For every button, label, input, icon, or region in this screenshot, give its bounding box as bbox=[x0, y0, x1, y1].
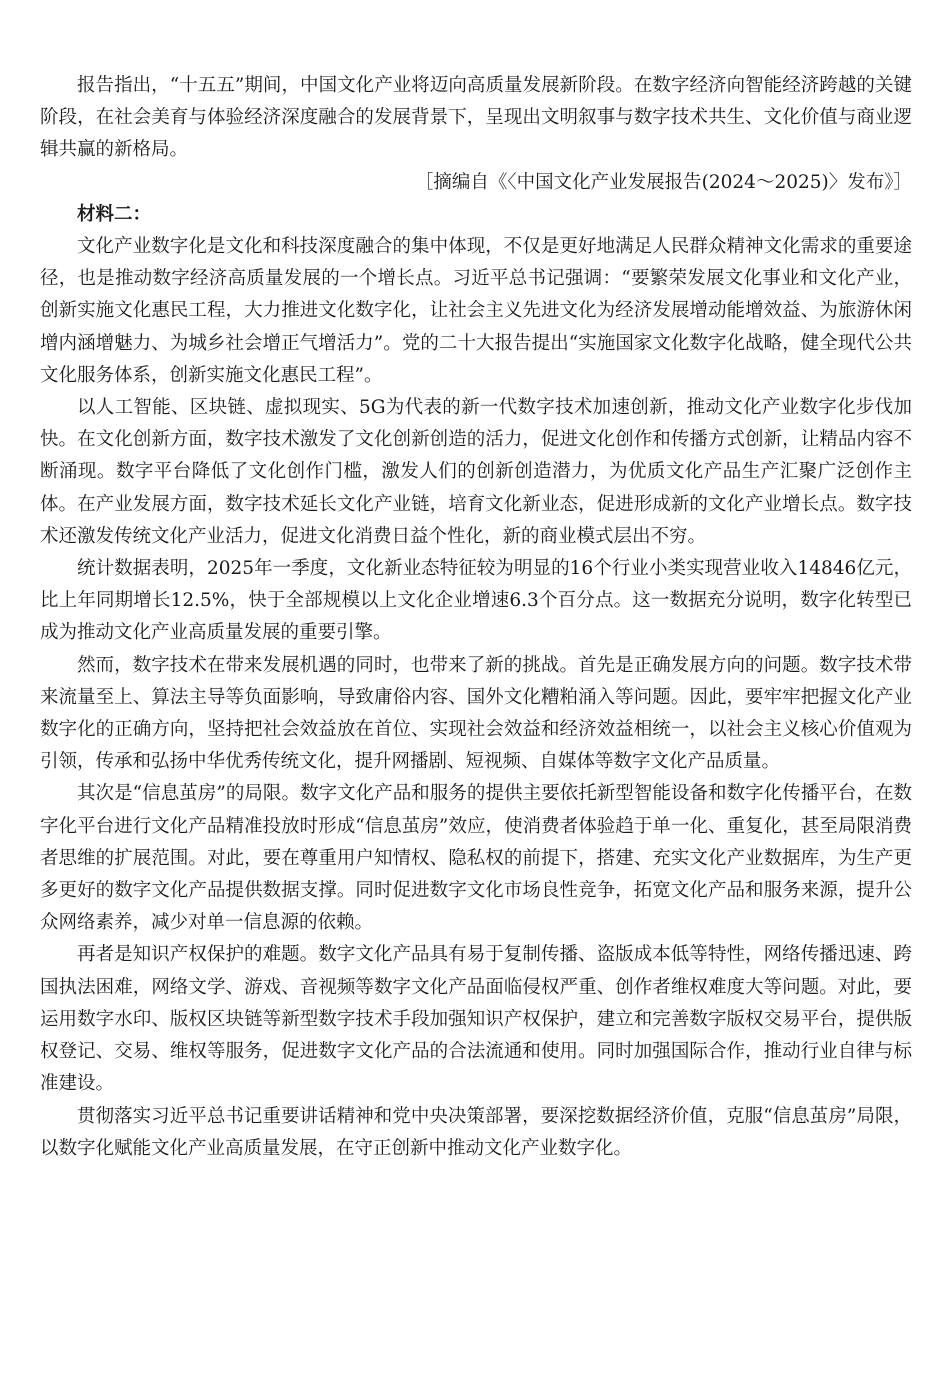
material-2-heading: 材料二： bbox=[77, 203, 152, 225]
material-2-paragraph-5: 其次是“信息茧房”的局限。数字文化产品和服务的提供主要依托新型智能设备和数字化传播平台，在数字化平台进行文化产品精准投放时形成“信息茧房”效应，使消费者体验趋于单一化、重复化，甚至局限消费者思维的扩展范围。对此，要在尊重用户知情权、隐私权的前提下，搭建、充实文化产业数据库，为生产更多更好的数字文化产品提供数据支撑。同时促进数字文化市场良性竞争，拓宽文化产品和服务来源，提升公众网络素养，减少对单一信息源的依赖。 bbox=[40, 783, 912, 934]
material-2-paragraph-1: 文化产业数字化是文化和科技深度融合的集中体现，不仅是更好地满足人民群众精神文化需求的重要途径，也是推动数字经济高质量发展的一个增长点。习近平总书记强调：“要繁荣发展文化事业和文化产业，创新实施文化惠民工程，大力推进文化数字化，让社会主义先进文化为经济发展增动能增效益、为旅游休闲增内涵增魅力、为城乡社会增正气增活力”。党的二十大报告提出“实施国家文化数字化战略，健全现代公共文化服务体系，创新实施文化惠民工程”。 bbox=[40, 236, 912, 386]
material-2-paragraph-2: 以人工智能、区块链、虚拟现实、5G为代表的新一代数字技术加速创新，推动文化产业数字化步伐加快。在文化创新方面，数字技术激发了文化创新创造的活力，促进文化创作和传播方式创新，让精品内容不断涌现。数字平台降低了文化创作门槛，激发人们的创新创造潜力，为优质文化产品生产汇聚广泛创作主体。在产业发展方面，数字技术延长文化产业链，培育文化新业态，促进形成新的文化产业增长点。数字技术还激发传统文化产业活力，促进文化消费日益个性化，新的商业模式层出不穷。 bbox=[40, 397, 912, 547]
material-2-paragraph-3: 统计数据表明，2025年一季度，文化新业态特征较为明显的16个行业小类实现营业收入14846亿元，比上年同期增长12.5%，快于全部规模以上文化企业增速6.3个百分点。这一数据充分说明，数字化转型已成为推动文化产业高质量发展的重要引擎。 bbox=[40, 558, 912, 644]
document-page bbox=[40, 70, 912, 1165]
material-2-paragraph-7: 贯彻落实习近平总书记重要讲话精神和党中央决策部署，要深挖数据经济价值，克服“信息茧房”局限，以数字化赋能文化产业高质量发展，在守正创新中推动文化产业数字化。 bbox=[40, 1105, 912, 1159]
material-2-paragraph-6: 再者是知识产权保护的难题。数字文化产品具有易于复制传播、盗版成本低等特性，网络传播迅速、跨国执法困难，网络文学、游戏、音视频等数字文化产品面临侵权严重、创作者维权难度大等问题。对此，要运用数字水印、版权区块链等新型数字技术手段加强知识产权保护，建立和完善数字版权交易平台，提供版权登记、交易、维权等服务，促进数字文化产品的合法流通和使用。同时加强国际合作，推动行业自律与标准建设。 bbox=[40, 944, 912, 1095]
intro-paragraph: 报告指出，“十五五”期间，中国文化产业将迈向高质量发展新阶段。在数字经济向智能经济跨越的关键阶段，在社会美育与体验经济深度融合的发展背景下，呈现出文明叙事与数字技术共生、文化价值与商业逻辑共赢的新格局。 bbox=[40, 75, 912, 161]
material-2-paragraph-4: 然而，数字技术在带来发展机遇的同时，也带来了新的挑战。首先是正确发展方向的问题。数字技术带来流量至上、算法主导等负面影响，导致庸俗内容、国外文化糟粕涌入等问题。因此，要牢牢把握文化产业数字化的正确方向，坚持把社会效益放在首位、实现社会效益和经济效益相统一，以社会主义核心价值观为引领，传承和弘扬中华优秀传统文化，提升网播剧、短视频、自媒体等数字文化产品质量。 bbox=[40, 654, 912, 773]
source-citation: ［摘编自《〈中国文化产业发展报告(2024～2025)〉发布》］ bbox=[414, 171, 912, 193]
